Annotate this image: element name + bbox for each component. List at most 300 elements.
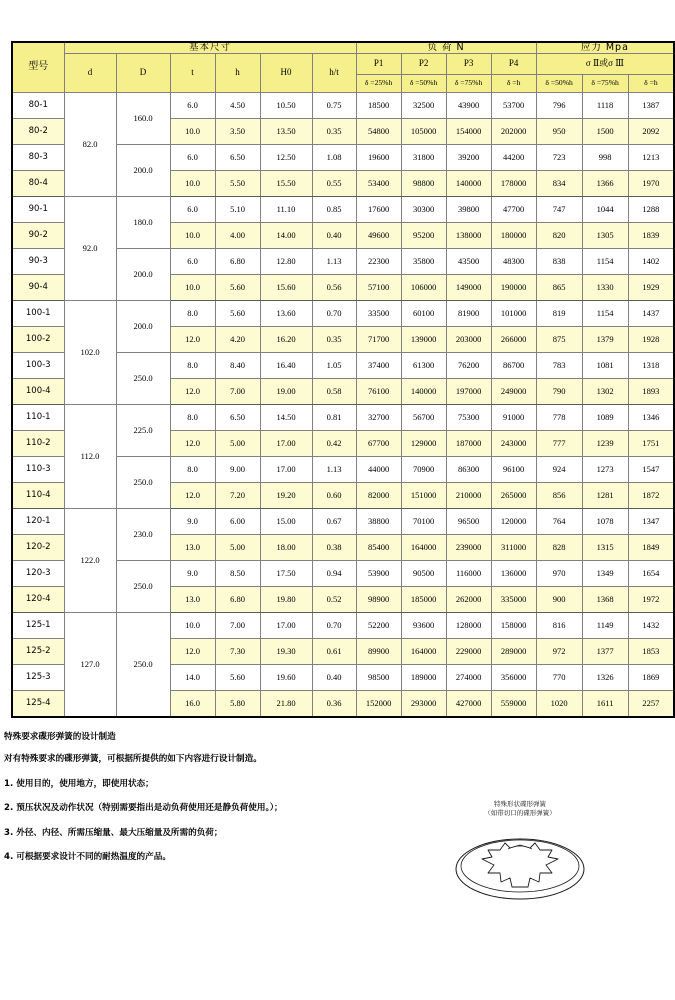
header-delta-s3: δ =h bbox=[628, 74, 674, 92]
cell-model: 110-3 bbox=[12, 456, 64, 482]
cell-h: 5.60 bbox=[215, 664, 260, 690]
cell-ht: 0.40 bbox=[312, 222, 356, 248]
cell-d: 122.0 bbox=[64, 508, 116, 612]
figure-caption-line1: 特殊形状碟形弹簧 bbox=[494, 800, 546, 808]
cell-model: 100-2 bbox=[12, 326, 64, 352]
cell-H0: 16.40 bbox=[260, 352, 312, 378]
cell-p1: 53400 bbox=[356, 170, 401, 196]
cell-t: 8.0 bbox=[170, 300, 215, 326]
cell-p2: 56700 bbox=[401, 404, 446, 430]
cell-p1: 53900 bbox=[356, 560, 401, 586]
cell-ht: 1.13 bbox=[312, 248, 356, 274]
cell-p1: 17600 bbox=[356, 196, 401, 222]
cell-ht: 0.81 bbox=[312, 404, 356, 430]
cell-p4: 249000 bbox=[491, 378, 536, 404]
cell-p2: 129000 bbox=[401, 430, 446, 456]
cell-H0: 18.00 bbox=[260, 534, 312, 560]
cell-sigma2: 1330 bbox=[582, 274, 628, 300]
cell-ht: 0.70 bbox=[312, 300, 356, 326]
cell-model: 110-1 bbox=[12, 404, 64, 430]
cell-sigma2: 1081 bbox=[582, 352, 628, 378]
cell-h: 3.50 bbox=[215, 118, 260, 144]
cell-p3: 262000 bbox=[446, 586, 491, 612]
cell-p3: 187000 bbox=[446, 430, 491, 456]
cell-D: 200.0 bbox=[116, 248, 170, 300]
table-row bbox=[12, 508, 674, 534]
header-delta-p3: δ =75%h bbox=[446, 74, 491, 92]
cell-sigma2: 1154 bbox=[582, 248, 628, 274]
cell-p1: 37400 bbox=[356, 352, 401, 378]
cell-sigma1: 816 bbox=[536, 612, 582, 638]
cell-ht: 0.55 bbox=[312, 170, 356, 196]
cell-p2: 140000 bbox=[401, 378, 446, 404]
cell-H0: 17.50 bbox=[260, 560, 312, 586]
cell-t: 6.0 bbox=[170, 144, 215, 170]
cell-sigma3: 1654 bbox=[628, 560, 674, 586]
notes-item-2: 2. 预压状况及动作状况（特别需要指出是动负荷使用还是静负荷使用。）； bbox=[4, 803, 283, 814]
cell-p4: 53700 bbox=[491, 92, 536, 118]
cell-sigma2: 1368 bbox=[582, 586, 628, 612]
cell-p2: 164000 bbox=[401, 638, 446, 664]
cell-sigma3: 1853 bbox=[628, 638, 674, 664]
cell-H0: 19.00 bbox=[260, 378, 312, 404]
cell-p3: 43900 bbox=[446, 92, 491, 118]
cell-D: 200.0 bbox=[116, 300, 170, 352]
cell-p3: 149000 bbox=[446, 274, 491, 300]
cell-H0: 15.60 bbox=[260, 274, 312, 300]
cell-model: 125-2 bbox=[12, 638, 64, 664]
notes-section bbox=[4, 733, 404, 878]
table-row bbox=[12, 300, 674, 326]
table-row bbox=[12, 404, 674, 430]
cell-H0: 13.60 bbox=[260, 300, 312, 326]
cell-p4: 101000 bbox=[491, 300, 536, 326]
cell-sigma3: 1547 bbox=[628, 456, 674, 482]
header-stress-sigma: σ Ⅱ或σ Ⅲ bbox=[536, 53, 674, 74]
cell-h: 8.50 bbox=[215, 560, 260, 586]
cell-D: 250.0 bbox=[116, 612, 170, 717]
cell-D: 230.0 bbox=[116, 508, 170, 560]
cell-sigma2: 1154 bbox=[582, 300, 628, 326]
cell-ht: 0.75 bbox=[312, 92, 356, 118]
cell-h: 6.50 bbox=[215, 144, 260, 170]
cell-t: 6.0 bbox=[170, 248, 215, 274]
cell-t: 6.0 bbox=[170, 92, 215, 118]
cell-p2: 164000 bbox=[401, 534, 446, 560]
cell-ht: 1.05 bbox=[312, 352, 356, 378]
cell-p3: 39200 bbox=[446, 144, 491, 170]
cell-sigma1: 972 bbox=[536, 638, 582, 664]
cell-H0: 10.50 bbox=[260, 92, 312, 118]
cell-ht: 0.42 bbox=[312, 430, 356, 456]
cell-sigma1: 900 bbox=[536, 586, 582, 612]
cell-t: 12.0 bbox=[170, 482, 215, 508]
cell-h: 7.30 bbox=[215, 638, 260, 664]
cell-p4: 86700 bbox=[491, 352, 536, 378]
cell-t: 10.0 bbox=[170, 612, 215, 638]
cell-sigma1: 790 bbox=[536, 378, 582, 404]
cell-sigma1: 747 bbox=[536, 196, 582, 222]
cell-sigma2: 1500 bbox=[582, 118, 628, 144]
cell-p3: 203000 bbox=[446, 326, 491, 352]
cell-p4: 136000 bbox=[491, 560, 536, 586]
cell-p4: 559000 bbox=[491, 690, 536, 717]
cell-sigma1: 796 bbox=[536, 92, 582, 118]
toothed-washer-icon bbox=[440, 825, 600, 907]
cell-p1: 44000 bbox=[356, 456, 401, 482]
cell-sigma1: 819 bbox=[536, 300, 582, 326]
notes-item-1: 1. 使用目的，使用地方，即使用状态； bbox=[4, 778, 154, 789]
cell-H0: 13.50 bbox=[260, 118, 312, 144]
cell-t: 10.0 bbox=[170, 222, 215, 248]
cell-p4: 289000 bbox=[491, 638, 536, 664]
cell-sigma3: 1213 bbox=[628, 144, 674, 170]
cell-sigma2: 1379 bbox=[582, 326, 628, 352]
header-col-P3: P3 bbox=[446, 53, 491, 74]
cell-sigma1: 856 bbox=[536, 482, 582, 508]
cell-sigma3: 1318 bbox=[628, 352, 674, 378]
cell-h: 5.00 bbox=[215, 534, 260, 560]
cell-p4: 48300 bbox=[491, 248, 536, 274]
cell-p1: 22300 bbox=[356, 248, 401, 274]
cell-p1: 152000 bbox=[356, 690, 401, 717]
cell-sigma3: 1437 bbox=[628, 300, 674, 326]
disc-spring-illustration bbox=[405, 825, 635, 912]
cell-t: 10.0 bbox=[170, 170, 215, 196]
cell-H0: 17.00 bbox=[260, 430, 312, 456]
cell-sigma3: 1849 bbox=[628, 534, 674, 560]
cell-t: 14.0 bbox=[170, 664, 215, 690]
header-load: 负 荷 N bbox=[356, 42, 536, 53]
cell-ht: 0.67 bbox=[312, 508, 356, 534]
cell-d: 127.0 bbox=[64, 612, 116, 717]
cell-ht: 0.56 bbox=[312, 274, 356, 300]
header-row-top bbox=[12, 42, 674, 53]
cell-model: 80-4 bbox=[12, 170, 64, 196]
cell-t: 13.0 bbox=[170, 534, 215, 560]
cell-p3: 39800 bbox=[446, 196, 491, 222]
header-col-d: d bbox=[64, 53, 116, 92]
notes-item-3: 3. 外径、内径、所需压缩量、最大压缩量及所需的负荷； bbox=[4, 827, 223, 838]
cell-p2: 151000 bbox=[401, 482, 446, 508]
cell-model: 80-1 bbox=[12, 92, 64, 118]
notes-item-4: 4. 可根据要求设计不同的耐热温度的产品。 bbox=[4, 852, 171, 863]
cell-ht: 1.13 bbox=[312, 456, 356, 482]
cell-sigma1: 820 bbox=[536, 222, 582, 248]
cell-model: 110-4 bbox=[12, 482, 64, 508]
cell-H0: 14.50 bbox=[260, 404, 312, 430]
cell-model: 120-4 bbox=[12, 586, 64, 612]
cell-h: 6.00 bbox=[215, 508, 260, 534]
cell-h: 5.60 bbox=[215, 274, 260, 300]
cell-model: 125-1 bbox=[12, 612, 64, 638]
cell-p1: 85400 bbox=[356, 534, 401, 560]
cell-p3: 274000 bbox=[446, 664, 491, 690]
cell-h: 4.50 bbox=[215, 92, 260, 118]
cell-p4: 180000 bbox=[491, 222, 536, 248]
cell-h: 6.50 bbox=[215, 404, 260, 430]
cell-D: 225.0 bbox=[116, 404, 170, 456]
header-basic-dims: 基本尺寸 bbox=[64, 42, 356, 53]
cell-sigma2: 1315 bbox=[582, 534, 628, 560]
cell-p2: 189000 bbox=[401, 664, 446, 690]
cell-sigma1: 777 bbox=[536, 430, 582, 456]
cell-sigma2: 1377 bbox=[582, 638, 628, 664]
cell-model: 110-2 bbox=[12, 430, 64, 456]
header-delta-s1: δ =50%h bbox=[536, 74, 582, 92]
header-col-ht: h/t bbox=[312, 53, 356, 92]
cell-p3: 86300 bbox=[446, 456, 491, 482]
cell-t: 12.0 bbox=[170, 430, 215, 456]
spec-table-container bbox=[11, 41, 660, 718]
cell-d: 102.0 bbox=[64, 300, 116, 404]
cell-sigma2: 1118 bbox=[582, 92, 628, 118]
cell-model: 90-3 bbox=[12, 248, 64, 274]
cell-p2: 139000 bbox=[401, 326, 446, 352]
cell-H0: 19.80 bbox=[260, 586, 312, 612]
cell-p4: 47700 bbox=[491, 196, 536, 222]
cell-p1: 19600 bbox=[356, 144, 401, 170]
cell-p2: 293000 bbox=[401, 690, 446, 717]
cell-sigma3: 1872 bbox=[628, 482, 674, 508]
cell-p3: 138000 bbox=[446, 222, 491, 248]
cell-sigma3: 1839 bbox=[628, 222, 674, 248]
cell-sigma2: 1366 bbox=[582, 170, 628, 196]
cell-sigma2: 1611 bbox=[582, 690, 628, 717]
cell-ht: 0.35 bbox=[312, 118, 356, 144]
cell-sigma2: 1305 bbox=[582, 222, 628, 248]
cell-H0: 11.10 bbox=[260, 196, 312, 222]
cell-D: 250.0 bbox=[116, 456, 170, 508]
cell-h: 4.00 bbox=[215, 222, 260, 248]
table-body bbox=[12, 92, 674, 717]
cell-p1: 18500 bbox=[356, 92, 401, 118]
header-col-h: h bbox=[215, 53, 260, 92]
header-col-P2: P2 bbox=[401, 53, 446, 74]
header-col-H0: H0 bbox=[260, 53, 312, 92]
cell-sigma2: 1349 bbox=[582, 560, 628, 586]
cell-p2: 32500 bbox=[401, 92, 446, 118]
cell-p4: 356000 bbox=[491, 664, 536, 690]
cell-sigma1: 764 bbox=[536, 508, 582, 534]
cell-p4: 265000 bbox=[491, 482, 536, 508]
cell-ht: 0.35 bbox=[312, 326, 356, 352]
figure-special-disc-spring bbox=[405, 800, 635, 912]
cell-sigma3: 1288 bbox=[628, 196, 674, 222]
cell-model: 80-2 bbox=[12, 118, 64, 144]
cell-sigma3: 1347 bbox=[628, 508, 674, 534]
cell-t: 12.0 bbox=[170, 638, 215, 664]
table-header bbox=[12, 42, 674, 92]
cell-h: 6.80 bbox=[215, 248, 260, 274]
cell-model: 90-4 bbox=[12, 274, 64, 300]
cell-model: 120-3 bbox=[12, 560, 64, 586]
cell-p2: 95200 bbox=[401, 222, 446, 248]
cell-sigma3: 1346 bbox=[628, 404, 674, 430]
cell-H0: 16.20 bbox=[260, 326, 312, 352]
header-delta-p4: δ =h bbox=[491, 74, 536, 92]
cell-t: 8.0 bbox=[170, 404, 215, 430]
header-delta-p2: δ =50%h bbox=[401, 74, 446, 92]
cell-sigma1: 950 bbox=[536, 118, 582, 144]
cell-sigma3: 1928 bbox=[628, 326, 674, 352]
cell-d: 82.0 bbox=[64, 92, 116, 196]
cell-t: 8.0 bbox=[170, 352, 215, 378]
cell-ht: 0.40 bbox=[312, 664, 356, 690]
cell-t: 12.0 bbox=[170, 326, 215, 352]
cell-p1: 89900 bbox=[356, 638, 401, 664]
cell-sigma3: 1929 bbox=[628, 274, 674, 300]
cell-p3: 229000 bbox=[446, 638, 491, 664]
cell-p4: 178000 bbox=[491, 170, 536, 196]
cell-sigma1: 828 bbox=[536, 534, 582, 560]
cell-p2: 93600 bbox=[401, 612, 446, 638]
cell-sigma2: 1326 bbox=[582, 664, 628, 690]
cell-D: 250.0 bbox=[116, 352, 170, 404]
cell-p1: 67700 bbox=[356, 430, 401, 456]
cell-sigma2: 1044 bbox=[582, 196, 628, 222]
cell-p4: 311000 bbox=[491, 534, 536, 560]
cell-ht: 0.36 bbox=[312, 690, 356, 717]
cell-p3: 210000 bbox=[446, 482, 491, 508]
cell-d: 92.0 bbox=[64, 196, 116, 300]
cell-h: 5.80 bbox=[215, 690, 260, 717]
cell-t: 10.0 bbox=[170, 118, 215, 144]
cell-sigma2: 998 bbox=[582, 144, 628, 170]
cell-p2: 61300 bbox=[401, 352, 446, 378]
cell-sigma1: 924 bbox=[536, 456, 582, 482]
notes-title: 特殊要求碟形弹簧的设计制造 bbox=[4, 732, 116, 742]
cell-h: 5.50 bbox=[215, 170, 260, 196]
cell-p4: 243000 bbox=[491, 430, 536, 456]
header-col-t: t bbox=[170, 53, 215, 92]
cell-sigma3: 1387 bbox=[628, 92, 674, 118]
header-col-P1: P1 bbox=[356, 53, 401, 74]
cell-p1: 71700 bbox=[356, 326, 401, 352]
notes-lead: 对有特殊要求的碟形弹簧，可根据所提供的如下内容进行设计制造。 bbox=[4, 754, 262, 765]
cell-sigma1: 783 bbox=[536, 352, 582, 378]
cell-p3: 427000 bbox=[446, 690, 491, 717]
cell-p2: 30300 bbox=[401, 196, 446, 222]
cell-p3: 116000 bbox=[446, 560, 491, 586]
cell-t: 9.0 bbox=[170, 508, 215, 534]
cell-D: 200.0 bbox=[116, 144, 170, 196]
header-col-P4: P4 bbox=[491, 53, 536, 74]
cell-p4: 335000 bbox=[491, 586, 536, 612]
cell-t: 12.0 bbox=[170, 378, 215, 404]
cell-p4: 96100 bbox=[491, 456, 536, 482]
cell-p3: 76200 bbox=[446, 352, 491, 378]
cell-sigma3: 1751 bbox=[628, 430, 674, 456]
header-delta-s2: δ =75%h bbox=[582, 74, 628, 92]
cell-model: 100-1 bbox=[12, 300, 64, 326]
cell-model: 90-1 bbox=[12, 196, 64, 222]
cell-sigma3: 1402 bbox=[628, 248, 674, 274]
cell-sigma1: 834 bbox=[536, 170, 582, 196]
cell-model: 90-2 bbox=[12, 222, 64, 248]
cell-h: 5.60 bbox=[215, 300, 260, 326]
cell-ht: 0.60 bbox=[312, 482, 356, 508]
cell-sigma3: 1893 bbox=[628, 378, 674, 404]
cell-p3: 75300 bbox=[446, 404, 491, 430]
cell-p4: 266000 bbox=[491, 326, 536, 352]
cell-p4: 44200 bbox=[491, 144, 536, 170]
cell-p1: 54800 bbox=[356, 118, 401, 144]
cell-model: 125-4 bbox=[12, 690, 64, 717]
cell-sigma1: 1020 bbox=[536, 690, 582, 717]
cell-sigma2: 1302 bbox=[582, 378, 628, 404]
table-row bbox=[12, 196, 674, 222]
cell-p1: 98500 bbox=[356, 664, 401, 690]
cell-p4: 190000 bbox=[491, 274, 536, 300]
cell-H0: 19.60 bbox=[260, 664, 312, 690]
cell-p4: 91000 bbox=[491, 404, 536, 430]
cell-H0: 21.80 bbox=[260, 690, 312, 717]
cell-p2: 105000 bbox=[401, 118, 446, 144]
header-col-D: D bbox=[116, 53, 170, 92]
cell-ht: 0.70 bbox=[312, 612, 356, 638]
cell-p3: 197000 bbox=[446, 378, 491, 404]
cell-H0: 12.50 bbox=[260, 144, 312, 170]
cell-h: 8.40 bbox=[215, 352, 260, 378]
cell-p2: 90500 bbox=[401, 560, 446, 586]
cell-p2: 185000 bbox=[401, 586, 446, 612]
cell-sigma2: 1089 bbox=[582, 404, 628, 430]
cell-D: 160.0 bbox=[116, 92, 170, 144]
cell-H0: 15.50 bbox=[260, 170, 312, 196]
cell-p2: 98800 bbox=[401, 170, 446, 196]
cell-t: 8.0 bbox=[170, 456, 215, 482]
cell-p1: 76100 bbox=[356, 378, 401, 404]
cell-t: 10.0 bbox=[170, 274, 215, 300]
cell-p1: 98900 bbox=[356, 586, 401, 612]
cell-p3: 140000 bbox=[446, 170, 491, 196]
cell-p4: 202000 bbox=[491, 118, 536, 144]
cell-sigma2: 1149 bbox=[582, 612, 628, 638]
cell-p3: 43500 bbox=[446, 248, 491, 274]
cell-D: 250.0 bbox=[116, 560, 170, 612]
cell-p1: 57100 bbox=[356, 274, 401, 300]
cell-h: 4.20 bbox=[215, 326, 260, 352]
cell-sigma2: 1273 bbox=[582, 456, 628, 482]
header-row-mid bbox=[12, 53, 674, 74]
cell-H0: 17.00 bbox=[260, 612, 312, 638]
header-delta-p1: δ =25%h bbox=[356, 74, 401, 92]
cell-h: 7.00 bbox=[215, 378, 260, 404]
header-model: 型号 bbox=[12, 42, 64, 92]
cell-p2: 106000 bbox=[401, 274, 446, 300]
cell-t: 16.0 bbox=[170, 690, 215, 717]
cell-model: 125-3 bbox=[12, 664, 64, 690]
cell-p2: 70900 bbox=[401, 456, 446, 482]
cell-p4: 120000 bbox=[491, 508, 536, 534]
cell-p3: 128000 bbox=[446, 612, 491, 638]
cell-p1: 32700 bbox=[356, 404, 401, 430]
cell-ht: 0.94 bbox=[312, 560, 356, 586]
cell-sigma1: 778 bbox=[536, 404, 582, 430]
cell-ht: 0.58 bbox=[312, 378, 356, 404]
cell-H0: 14.00 bbox=[260, 222, 312, 248]
cell-sigma1: 770 bbox=[536, 664, 582, 690]
cell-p3: 154000 bbox=[446, 118, 491, 144]
cell-t: 9.0 bbox=[170, 560, 215, 586]
cell-sigma1: 838 bbox=[536, 248, 582, 274]
cell-H0: 15.00 bbox=[260, 508, 312, 534]
cell-model: 120-2 bbox=[12, 534, 64, 560]
cell-ht: 0.85 bbox=[312, 196, 356, 222]
figure-caption-line2: （如带切口的碟形弹簧） bbox=[484, 809, 556, 818]
cell-p1: 49600 bbox=[356, 222, 401, 248]
